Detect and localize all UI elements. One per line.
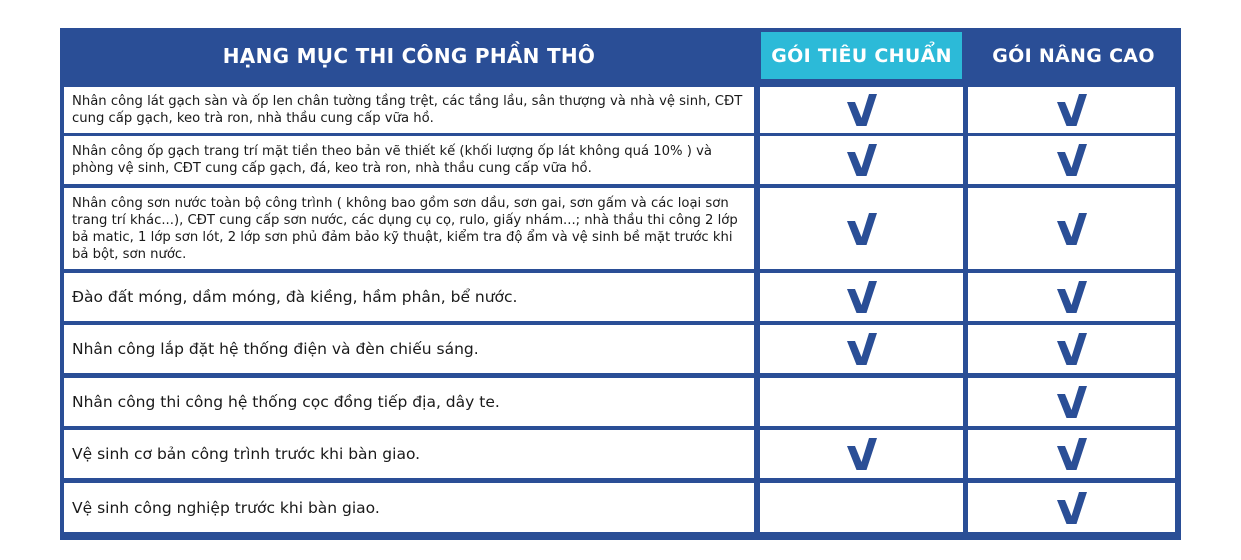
- row-item-text: Nhân công sơn nước toàn bộ công trình ( không bao gồm sơn dầu, sơn gai, sơn gấm và các loại sơn trang trí khác...), CĐT cung cấp sơn nước, các dụng cụ cọ, rulo, giấy nhám...; nhà thầu thi công 2 lớp bả matic, 1 lớp sơn lót, 2 lớp sơn phủ đảm bảo kỹ thuật, kiểm tra độ ẩm và vệ sinh bề mặt trước khi bả bột, sơn nước.: [72, 195, 738, 262]
- row-item-text: Nhân công lát gạch sàn và ốp len chân tường tầng trệt, các tầng lầu, sân thượng và nhà vệ sinh, CĐT cung cấp gạch, keo trà ron, nhà thầu cung cấp vữa hồ.: [72, 94, 743, 126]
- row-6-advanced-cell: [968, 378, 1175, 426]
- row-4-standard-cell: [760, 273, 963, 321]
- row-5-standard-cell: [760, 325, 963, 373]
- checkmark-icon: [1056, 280, 1088, 314]
- comparison-table: [60, 28, 1181, 540]
- row-1-standard-cell: [760, 87, 963, 133]
- checkmark-icon: [1056, 437, 1088, 471]
- row-1-item: [64, 87, 754, 133]
- row-4-item: [64, 273, 754, 321]
- row-1-advanced-cell: [968, 87, 1175, 133]
- checkmark-icon: [846, 212, 878, 246]
- row-7-item: [64, 430, 754, 478]
- row-8-item: [64, 483, 754, 532]
- row-5-item: [64, 325, 754, 373]
- row-8-advanced-cell: [968, 483, 1175, 532]
- row-item-text: Nhân công thi công hệ thống cọc đồng tiếp địa, dây te.: [72, 393, 500, 411]
- row-item-text: Vệ sinh công nghiệp trước khi bàn giao.: [72, 498, 380, 517]
- checkmark-icon: [1056, 212, 1088, 246]
- checkmark-icon: [1056, 93, 1088, 127]
- row-3-item: [64, 188, 754, 269]
- checkmark-icon: [1056, 385, 1088, 419]
- row-5-advanced-cell: [968, 325, 1175, 373]
- row-3-advanced-cell: [968, 188, 1175, 269]
- row-item-text: Nhân công ốp gạch trang trí mặt tiền theo bản vẽ thiết kế (khối lượng ốp lát không quá 10% ) và phòng vệ sinh, CĐT cung cấp gạch, đá, keo trà ron, nhà thầu cung cấp vữa hồ.: [72, 144, 712, 176]
- checkmark-icon: [846, 143, 878, 177]
- checkmark-icon: [846, 332, 878, 366]
- row-8-standard-cell: [760, 483, 963, 532]
- header-item: HẠNG MỤC THI CÔNG PHẦN THÔ: [222, 44, 596, 68]
- row-7-advanced-cell: [968, 430, 1175, 478]
- row-item-text: Vệ sinh cơ bản công trình trước khi bàn giao.: [72, 445, 421, 463]
- checkmark-icon: [1056, 491, 1088, 525]
- row-6-item: [64, 378, 754, 426]
- checkmark-icon: [1056, 143, 1088, 177]
- row-4-advanced-cell: [968, 273, 1175, 321]
- row-2-item: [64, 136, 754, 184]
- checkmark-icon: [846, 437, 878, 471]
- header-standard-package: GÓI TIÊU CHUẨN: [761, 32, 962, 79]
- row-2-standard-cell: [760, 136, 963, 184]
- checkmark-icon: [1056, 332, 1088, 366]
- row-item-text: Nhân công lắp đặt hệ thống điện và đèn chiếu sáng.: [72, 340, 479, 358]
- row-3-standard-cell: [760, 188, 963, 269]
- row-item-text: Đào đất móng, dầm móng, đà kiềng, hầm phân, bể nước.: [72, 288, 518, 306]
- row-2-advanced-cell: [968, 136, 1175, 184]
- row-7-standard-cell: [760, 430, 963, 478]
- header-advanced-package: GÓI NÂNG CAO: [992, 45, 1155, 67]
- checkmark-icon: [846, 280, 878, 314]
- row-6-standard-cell: [760, 378, 963, 426]
- checkmark-icon: [846, 93, 878, 127]
